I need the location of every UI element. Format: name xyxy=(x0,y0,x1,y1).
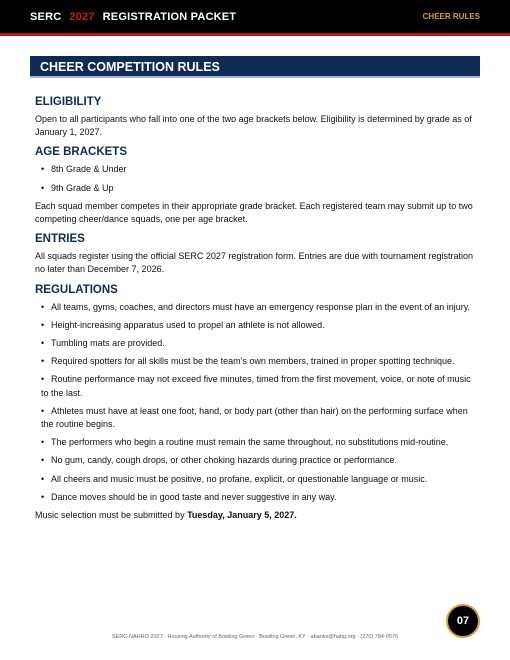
list-item: • 9th Grade & Up xyxy=(35,182,475,195)
brand-name: SERC xyxy=(30,10,62,23)
list-item: • Required spotters for all skills must be the team’s own members, trained in proper spotting technique. xyxy=(35,355,475,368)
section-tag: CHEER RULES xyxy=(422,12,480,21)
bullet-icon: • xyxy=(41,473,45,484)
music-deadline-text: Music selection must be submitted by xyxy=(35,510,188,521)
list-item: • The performers who begin a routine must remain the same throughout, no substitutions mid-routine. xyxy=(35,436,475,449)
bullet-icon: • xyxy=(41,437,45,448)
regulations-heading: REGULATIONS xyxy=(35,283,118,296)
regulations-list xyxy=(35,301,475,504)
bullet-icon: • xyxy=(41,405,45,416)
footer-contact: SERC-NAHRO 2027 · Housing Authority of Bowling Green · Bowling Green, KY · abanks@habg.org · (270) 784-0576 xyxy=(111,634,399,640)
age-brackets-section xyxy=(35,146,475,226)
brand-subtitle: REGISTRATION PACKET xyxy=(102,10,237,23)
list-item: • All cheers and music must be positive, no profane, explicit, or questionable language or music. xyxy=(35,473,475,486)
bullet-icon: • xyxy=(41,455,45,466)
list-item: • Athletes must have at least one foot, hand, or body part (other than hair) on the performing surface when the routine begins. xyxy=(41,405,468,430)
music-deadline-date: Tuesday, January 5, 2027. xyxy=(187,510,297,521)
top-header-bar xyxy=(0,0,510,36)
list-item: • Tumbling mats are provided. xyxy=(35,337,475,350)
bullet-icon: • xyxy=(41,374,45,385)
bullet-icon: • xyxy=(41,319,45,330)
eligibility-heading: ELIGIBILITY xyxy=(35,96,102,108)
regulations-section xyxy=(35,284,475,523)
bullet-icon: • xyxy=(41,164,45,175)
music-deadline xyxy=(35,509,475,522)
list-item: • No gum, candy, cough drops, or other choking hazards during practice or performance. xyxy=(35,454,475,467)
bullet-icon: • xyxy=(41,182,45,193)
entries-heading: ENTRIES xyxy=(35,233,85,246)
list-item: • All teams, gyms, coaches, and directors must have an emergency response plan in the event of an injury. xyxy=(35,301,475,314)
eligibility-section xyxy=(35,96,475,139)
age-brackets-heading: AGE BRACKETS xyxy=(35,146,128,159)
bullet-icon: • xyxy=(41,356,45,367)
page-number-badge: 07 xyxy=(446,604,480,638)
entries-text: All squads register using the official SERC 2027 registration form. Entries are due with tournament registration no later than December 7, 2026. xyxy=(35,251,474,275)
brand-year: 2027 xyxy=(69,10,95,23)
entries-section xyxy=(35,233,475,276)
bullet-icon: • xyxy=(41,338,45,349)
eligibility-text: Open to all participants who fall into one of the two age brackets below. Eligibility is determined by grade as of January 1, 2027. xyxy=(35,114,472,138)
list-item: • Height-increasing apparatus used to propel an athlete is not allowed. xyxy=(35,319,475,332)
bullet-icon: • xyxy=(41,301,45,312)
bullet-icon: • xyxy=(41,491,45,502)
age-brackets-text: Each squad member competes in their appropriate grade bracket. Each registered team may submit up to two competing cheer/dance squads, one per age bracket. xyxy=(35,200,473,225)
list-item: • Routine performance may not exceed five minutes, timed from the first movement, voice, or note of music to the last. xyxy=(41,374,471,398)
rules-content xyxy=(35,96,475,529)
section-banner: CHEER COMPETITION RULES xyxy=(30,56,480,78)
packet-title xyxy=(30,11,236,23)
age-brackets-list xyxy=(35,163,475,194)
list-item: • 8th Grade & Under xyxy=(35,163,475,176)
list-item: • Dance moves should be in good taste and never suggestive in any way. xyxy=(35,491,475,504)
